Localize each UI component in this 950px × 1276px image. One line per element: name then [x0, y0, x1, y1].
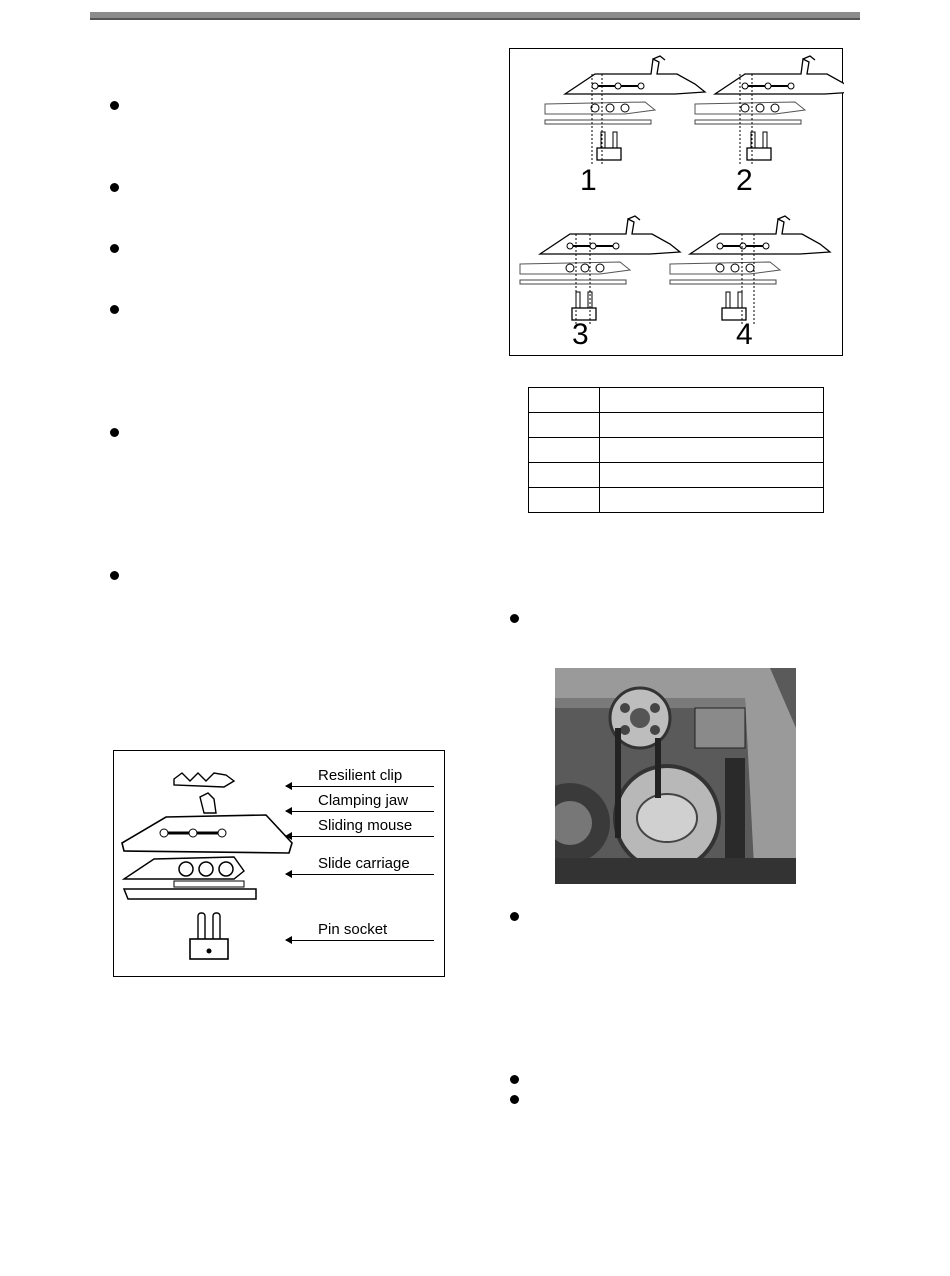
arrow-pin-socket: [286, 940, 434, 941]
table-cell: [600, 488, 824, 513]
table-row: [529, 388, 824, 413]
position-number: 4: [736, 318, 753, 351]
table-cell: [600, 438, 824, 463]
exploded-view-figure: [113, 750, 445, 977]
table-row: [529, 488, 824, 513]
table-cell: [529, 388, 600, 413]
position-number: 2: [736, 164, 753, 197]
table-row: [529, 438, 824, 463]
positions-drawing: [510, 49, 844, 357]
label-slide-carriage: Slide carriage: [318, 855, 410, 872]
table-cell: [600, 388, 824, 413]
bullet-point: [510, 1095, 519, 1104]
table-row: [529, 463, 824, 488]
bullet-point: [110, 101, 119, 110]
table-cell: [600, 463, 824, 488]
arrow-sliding-mouse: [286, 836, 434, 837]
position-number: 1: [580, 164, 597, 197]
bullet-point: [110, 183, 119, 192]
bullet-point: [110, 305, 119, 314]
arrow-slide-carriage: [286, 874, 434, 875]
machine-photo: [555, 668, 796, 884]
label-clamping-jaw: Clamping jaw: [318, 792, 409, 809]
bullet-point: [110, 428, 119, 437]
label-resilient-clip: Resilient clip: [318, 767, 403, 784]
bullet-point: [510, 1075, 519, 1084]
table-cell: [529, 463, 600, 488]
header-rule: [90, 12, 860, 20]
bullet-point: [510, 912, 519, 921]
bullet-point: [110, 571, 119, 580]
table-cell: [529, 488, 600, 513]
table-cell: [529, 438, 600, 463]
table-cell: [600, 413, 824, 438]
arrow-resilient-clip: [286, 786, 434, 787]
position-number: 3: [572, 318, 589, 351]
bullet-point: [510, 614, 519, 623]
arrow-clamping-jaw: [286, 811, 434, 812]
table-cell: [529, 413, 600, 438]
positions-figure: [509, 48, 843, 356]
bullet-point: [110, 244, 119, 253]
positions-table: [528, 387, 824, 513]
label-sliding-mouse: Sliding mouse: [318, 817, 413, 834]
table-row: [529, 413, 824, 438]
label-pin-socket: Pin socket: [318, 921, 388, 938]
